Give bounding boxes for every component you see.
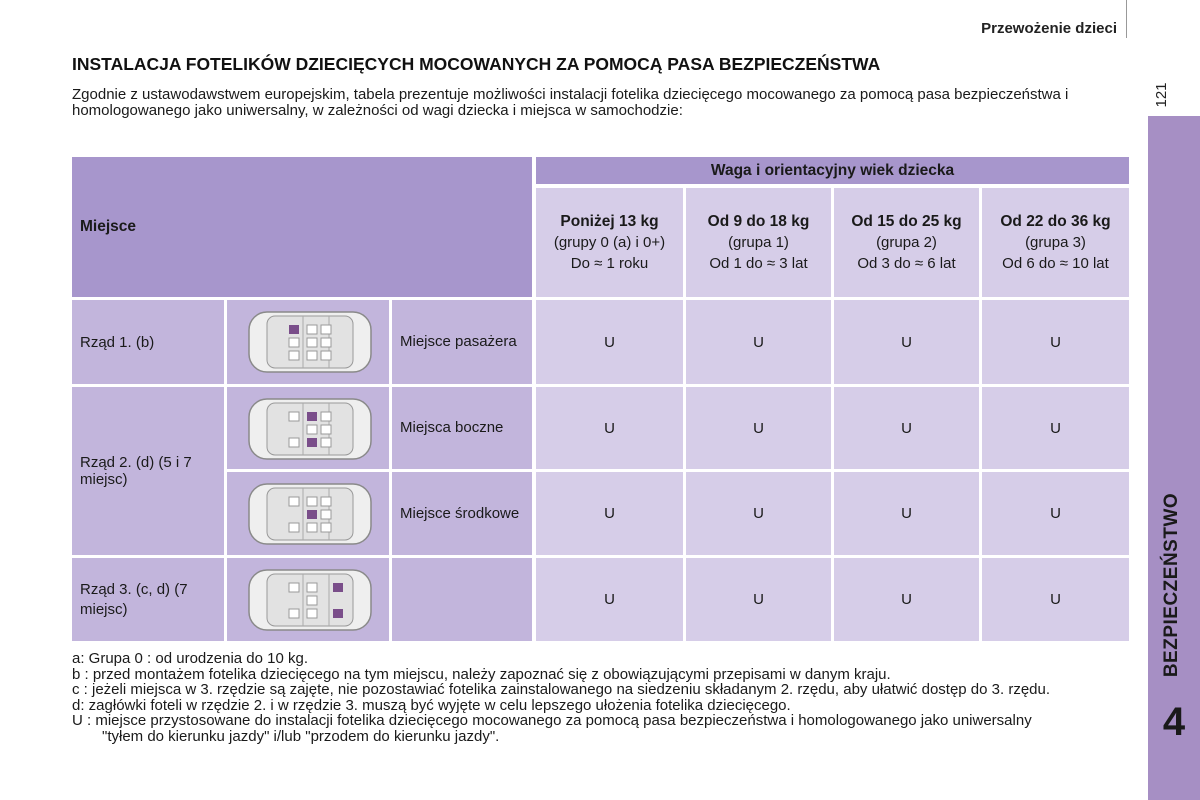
section-title: INSTALACJA FOTELIKÓW DZIECIĘCYCH MOCOWANYCH ZA POMOCĄ PASA BEZPIECZEŃSTWA — [72, 54, 881, 74]
seat-label-empty — [392, 558, 532, 641]
value-cell: U — [686, 558, 831, 641]
row-label: Rząd 1. (b) — [72, 300, 224, 384]
value-cell: U — [686, 300, 831, 384]
footnote: U : miejsce przystosowane do instalacji fotelika dziecięcego mocowanego za pomocą pasa bezpieczeństwa i homologowanego jako uniwersalny "tyłem do kierunku jazdy" i/lub "przodem do kierunku jazdy". — [72, 712, 1032, 745]
car-seat-diagram-icon — [247, 397, 373, 461]
page-number: 121 — [1152, 82, 1170, 108]
car-seat-diagram-icon — [247, 568, 373, 632]
car-seat-diagram-icon — [247, 310, 373, 374]
value-cell: U — [834, 300, 979, 384]
running-header-title: Przewożenie dzieci — [981, 20, 1117, 37]
value-cell: U — [982, 387, 1129, 469]
header-divider — [1126, 0, 1127, 38]
seat-label: Miejsce środkowe — [392, 472, 532, 555]
value-cell: U — [834, 472, 979, 555]
column-header: Od 9 do 18 kg (grupa 1) Od 1 do ≈ 3 lat — [686, 188, 831, 297]
column-header: Od 15 do 25 kg (grupa 2) Od 3 do ≈ 6 lat — [834, 188, 979, 297]
footnote: b : przed montażem fotelika dziecięcego na tym miejscu, należy zapoznać się z obowiązującymi przepisami w danym kraju. — [72, 665, 891, 683]
weight-header: Waga i orientacyjny wiek dziecka — [536, 157, 1129, 184]
seat-diagram-cell — [227, 300, 389, 384]
footnote: a: Grupa 0 : od urodzenia do 10 kg. — [72, 650, 308, 667]
value-cell: U — [982, 300, 1129, 384]
intro-paragraph: Zgodnie z ustawodawstwem europejskim, tabela prezentuje możliwości instalacji fotelika dziecięcego mocowanego za pomocą pasa bezpieczeństwa i homologowanego jako uniwersalny, w zależności od wagi dziecka i miejsca w samochodzie: — [72, 86, 1069, 119]
value-cell: U — [834, 387, 979, 469]
row-label: Rząd 2. (d) (5 i 7 miejsc) — [72, 387, 224, 555]
column-header: Poniżej 13 kg (grupy 0 (a) i 0+) Do ≈ 1 roku — [536, 188, 683, 297]
value-cell: U — [982, 472, 1129, 555]
value-cell: U — [686, 472, 831, 555]
car-seat-diagram-icon — [247, 482, 373, 546]
chapter-number: 4 — [1162, 700, 1186, 744]
value-cell: U — [536, 300, 683, 384]
value-cell: U — [982, 558, 1129, 641]
value-cell: U — [536, 387, 683, 469]
chapter-side-tab — [1148, 116, 1200, 800]
value-cell: U — [834, 558, 979, 641]
seat-diagram-cell — [227, 387, 389, 469]
seat-diagram-cell — [227, 472, 389, 555]
row-label: Rząd 3. (c, d) (7 miejsc) — [72, 558, 224, 641]
column-header: Od 22 do 36 kg (grupa 3) Od 6 do ≈ 10 lat — [982, 188, 1129, 297]
footnote: d: zagłówki foteli w rzędzie 2. i w rzędzie 3. muszą być wyjęte w celu lepszego ułożenia fotelika dziecięcego. — [72, 696, 791, 714]
footnotes — [72, 651, 1132, 744]
seat-diagram-cell — [227, 558, 389, 641]
value-cell: U — [536, 558, 683, 641]
seat-label: Miejsca boczne — [392, 387, 532, 469]
value-cell: U — [536, 472, 683, 555]
place-header: Miejsce — [72, 157, 532, 297]
seat-label: Miejsce pasażera — [392, 300, 532, 384]
footnote: c : jeżeli miejsca w 3. rzędzie są zajęte, nie pozostawiać fotelika zainstalowanego na siedzeniu składanym 2. rzędu, aby ułatwić dostęp do 3. rzędu. — [72, 681, 1051, 698]
value-cell: U — [686, 387, 831, 469]
chapter-label: BEZPIECZEŃSTWO — [1161, 492, 1182, 678]
